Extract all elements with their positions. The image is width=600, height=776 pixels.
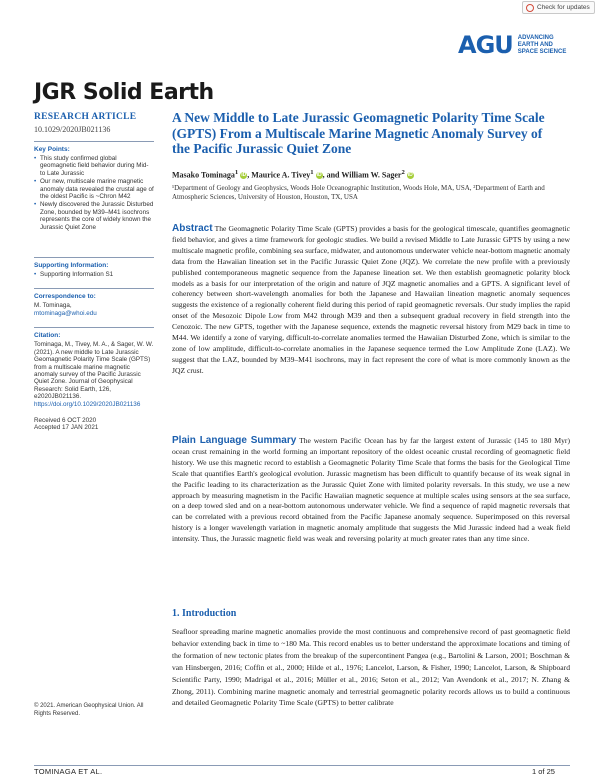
list-item: • Newly discovered the Jurassic Disturbed Zone, bounded by M39–M41 isochrons represents the core of widely known the Jurassic Quiet Zone: [40, 201, 154, 231]
journal-title: JGR Solid Earth: [34, 80, 214, 105]
supporting-info-link[interactable]: • Supporting Information S1: [40, 271, 154, 278]
correspondence-heading: Correspondence to:: [34, 293, 96, 301]
orcid-icon[interactable]: iD: [407, 172, 413, 179]
key-points-list: [34, 155, 154, 231]
check-for-updates-button[interactable]: [522, 1, 595, 14]
abstract-text: The Geomagnetic Polarity Time Scale (GPTS) provides a basis for the geological timescale, quantifies geomagnetic field behavior, and gives a time framework for geologic studies. We build a revised Middle to Late Jurassic GPTS by using a new multiscale magnetic profile, combining sea surface, midwater, and autonomous underwater vehicle near-bottom magnetic anomaly data from the Hawaiian lineation set in the Pacific Jurassic Quiet Zone (JQZ). We correlate the new profile with a previously published contemporaneous magnetic sequence from the Japanese lineation set. We then establish geomagnetic polarity block models as a basis for our interpretation of the origin and nature of JQZ magnetic anomalies and a GPTS. A significant level of coherency between short-wavelength anomalies for both the Japanese and Hawaiian lineation magnetic anomaly sequences suggests the existence of a regionally coherent field during this period of rapid geomagnetic reversals. Our study implies the rapid onset of the Mesozoic Dipole Low from M42 through M39 and then a subsequent gradual recovery in field strength into the Cenozoic. The new GPTS, together with the Japanese sequence, extends the magnetic reversal history from M29 back in time to M44. We identify a zone of varying, difficult-to-correlate anomalies termed the Hawaiian Disturbed Zone, which is similar to the zone of low amplitude, difficult-to-correlate anomalies in the Japanese sequence termed the Low Amplitude Zone (LAZ). We suggest that the LAZ, bounded by M39–M41 isochrons, may in fact represent the core of what is more commonly known as the JQZ crust.: [172, 224, 570, 375]
correspondence-name: M. Tominaga,: [34, 302, 72, 310]
citation-doi-link[interactable]: https://doi.org/10.1029/2020JB021136: [34, 400, 141, 408]
received-date: Received 6 OCT 2020: [34, 416, 97, 424]
agu-logo: [458, 31, 566, 59]
divider: [34, 141, 154, 142]
divider: [34, 288, 154, 289]
abstract-heading: Abstract: [172, 223, 213, 234]
paper-title: A New Middle to Late Jurassic Geomagnetic Polarity Time Scale (GPTS) From a Multiscale Marine Magnetic Anomaly Survey of the Pacific Jurassic Quiet Zone: [172, 110, 545, 156]
author-list: Masako Tominaga$^1$ iD, Maurice A. Tivey$^1$ iD, and William W. Sager$^2$ iD: [172, 169, 413, 180]
orcid-icon[interactable]: iD: [241, 172, 247, 179]
pls-text: The western Pacific Ocean has by far the largest extent of Jurassic (145 to 180 Myr) ocean crust remaining in the world forming an important repository of the oldest oceanic crustal recording of geomagnetic field history. We use this magnetic record to establish a Geomagnetic Polarity Time Scale that forms the basis for the Geological Time Scale that quantifies Earth's geological evolution. Jurassic magnetism has been difficult to quantify because of its weak signal in the Pacific leading to its characterization as the Jurassic Quiet Zone with limited polarity reversals. In this study, we use a new approach by measuring magnetism in the Pacific Hawaiian magnetic sequence at multiple scales using sensors at the sea surface, on a deep towed sled and on a near-bottom autonomous underwater vehicle. We find a sequence of rapid magnetic reversals that can be correlated with a previous record obtained from the Pacific Japanese anomaly sequence. Superimposed on this reversal history is a longer wavelength variation in magnetic anomaly amplitude that suggests the Mid Jurassic indeed had a weak field intensity. Thus, the Jurassic magnetic field was weak and reversing polarity at much greater rates than any time since.: [172, 436, 570, 544]
article-doi: 10.1029/2020JB021136: [34, 125, 111, 134]
list-item: • Our new, multiscale marine magnetic anomaly data revealed the crustal age of the oldest Pacific is ~Chron M42: [40, 178, 154, 200]
key-points-heading: Key Points:: [34, 146, 70, 153]
author-name[interactable]: Masako Tominaga: [172, 170, 235, 180]
update-icon: [526, 4, 534, 12]
plain-language-summary: [172, 436, 570, 545]
sidebar: [34, 112, 154, 432]
supporting-info-heading: Supporting Information:: [34, 262, 109, 270]
orcid-icon[interactable]: iD: [316, 172, 322, 179]
author-name[interactable]: Maurice A. Tivey: [251, 170, 311, 180]
affiliations: ¹Department of Geology and Geophysics, Woods Hole Oceanographic Institution, Woods Hole, MA, USA, ²Department of Earth and Atmospheric Sciences, University of Houston, Houston, TX, USA: [172, 184, 545, 201]
intro-paragraph: Seafloor spreading marine magnetic anomalies provide the most continuous and comprehensive record of past geomagnetic field behavior extending back in time to ~180 Ma. This record enables us to better understand the approximate locations and timing of the formation of new tectonic plates from the breakup of the supercontinent Pangea (e.g., Bartolini & Larson, 2001; Boschman & van Hinsbergen, 2016; Coffin et al., 2000; Hilde et al., 1976; Lancelot, Larson, & Fisher, 1990; Lancelot, Larson, & Shipboard Scientific Party, 1990; Madrigal et al., 2016; Müller et al., 2016; Seton et al., 2012; Van Avendonk et al., 2017; N. Zhang & Zhong, 2011). Combining marine magnetic anomaly and terrestrial geomagnetic polarity records allows us to build a continuous and detailed Geomagnetic Polarity Time Scale (GPTS) to better calibrate: [172, 627, 570, 708]
list-item: • This study confirmed global geomagnetic field behavior during Mid- to Late Jurassic: [40, 155, 154, 177]
citation-heading: Citation:: [34, 332, 61, 340]
agu-tagline: ADVANCING EARTH AND SPACE SCIENCE: [517, 34, 567, 55]
correspondence-email-link[interactable]: mtominaga@whoi.edu: [34, 309, 97, 317]
copyright-notice: © 2021. American Geophysical Union. All Rights Reserved.: [34, 703, 144, 717]
section-heading: 1. Introduction: [172, 608, 237, 619]
divider: [34, 327, 154, 328]
author-name[interactable]: William W. Sager: [341, 170, 402, 180]
accepted-date: Accepted 17 JAN 2021: [34, 424, 99, 432]
divider: [34, 257, 154, 258]
abstract: [172, 224, 570, 377]
article-type: RESEARCH ARTICLE: [34, 112, 137, 122]
citation-text: Tominaga, M., Tivey, M. A., & Sager, W. W. (2021). A new middle to Late Jurassic Geomagnetic Polarity Time Scale (GPTS) from a multiscale marine magnetic anomaly survey of the Pacific Jurassic Quiet Zone. Journal of Geophysical Research: Solid Earth, 126, e2020JB021136.: [34, 341, 154, 401]
check-updates-label: Check for updates: [537, 4, 590, 11]
agu-logo-text: AGU: [458, 31, 513, 59]
supporting-info-list: [34, 271, 154, 278]
pls-heading: Plain Language Summary: [172, 435, 297, 446]
footer-divider: [34, 765, 570, 766]
page-number: 1 of 25: [532, 767, 555, 776]
running-head: TOMINAGA ET AL.: [34, 767, 103, 776]
